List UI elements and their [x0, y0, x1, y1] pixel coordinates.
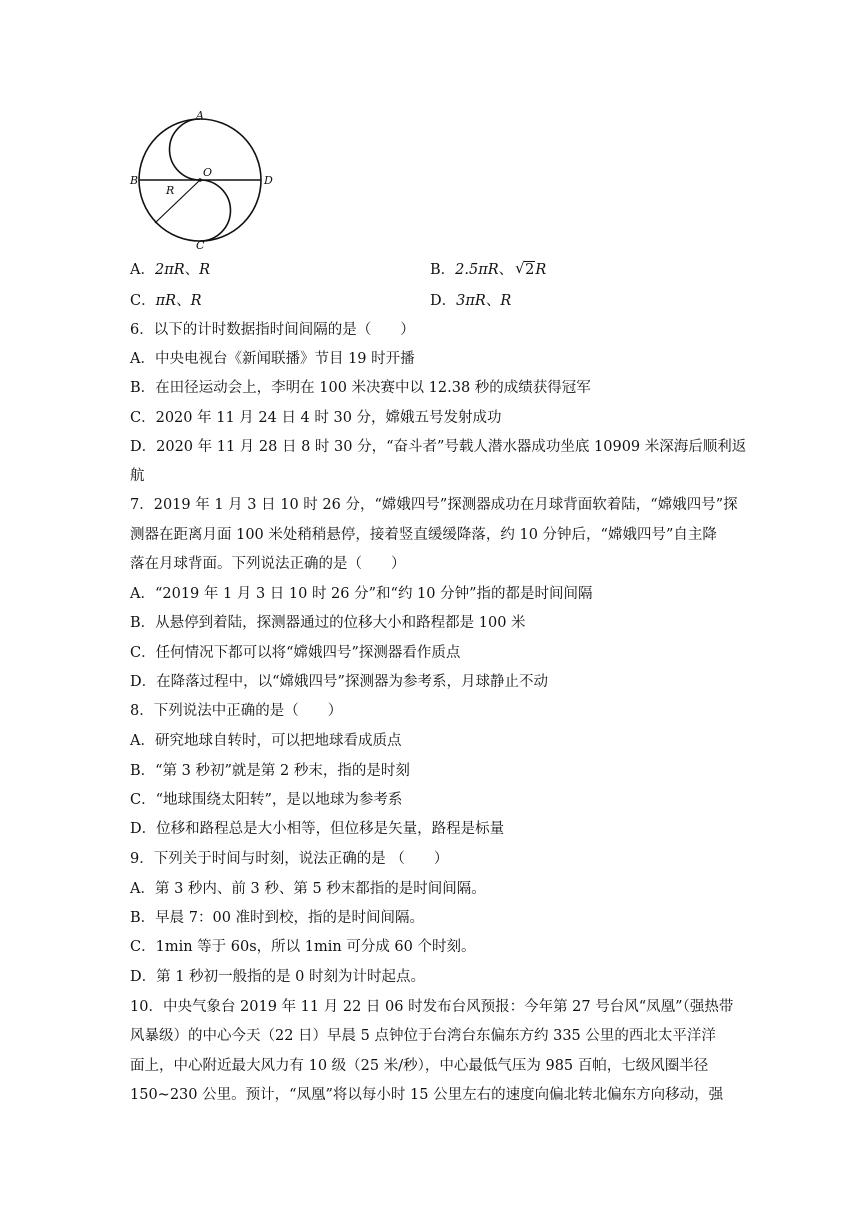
q8-option-d: D．位移和路程总是大小相等，但位移是矢量，路程是标量	[130, 821, 505, 837]
label-d: D	[264, 174, 273, 187]
q9-stem: 9．下列关于时间与时刻，说法正确的是 （ ）	[130, 851, 449, 867]
lower-semicircle	[200, 180, 230, 241]
q7-option-c: C．任何情况下都可以将“嫦娥四号”探测器看作质点	[130, 645, 461, 661]
displacement: R	[500, 293, 512, 309]
label-c: C	[196, 239, 205, 250]
distance: 2.5πR	[455, 262, 499, 278]
option-letter: D．	[430, 293, 457, 309]
q7-stem-3: 落在月球背面。下列说法正确的是（ ）	[130, 556, 406, 572]
q6-option-c: C．2020 年 11 月 24 日 4 时 30 分，嫦娥五号发射成功	[130, 410, 502, 426]
q10-stem-4: 150~230 公里。预计，“凤凰”将以每小时 15 公里左右的速度向偏北转北偏东方向移动，强	[130, 1087, 724, 1103]
label-r: R	[166, 184, 175, 197]
q7-stem-2: 测器在距离月面 100 米处稍稍悬停，接着竖直缓缓降落，约 10 分钟后，“嫦娥四号”自主降	[130, 527, 717, 543]
displacement: R	[190, 293, 202, 309]
q9-option-d: D．第 1 秒初一般指的是 0 时刻为计时起点。	[130, 969, 426, 985]
q8-stem: 8．下列说法中正确的是（ ）	[130, 703, 343, 719]
upper-semicircle	[170, 119, 200, 180]
distance: 3πR	[456, 293, 486, 309]
q6-option-d: D．2020 年 11 月 28 日 8 时 30 分，“奋斗者”号载人潜水器成功坐底 10909 米深海后顺利返	[130, 439, 747, 455]
q5-option-c	[130, 291, 201, 311]
distance: πR	[155, 293, 177, 309]
separator: 、	[184, 262, 200, 278]
q8-option-a: A．研究地球自转时，可以把地球看成质点	[130, 733, 402, 749]
q6-option-d-cont: 航	[130, 468, 145, 484]
radicand: 2	[525, 262, 535, 278]
radius-line	[155, 180, 200, 223]
q10-stem-2: 风暴级）的中心今天（22 日）早晨 5 点钟位于台湾台东偏东方约 335 公里的西北太平洋洋	[130, 1028, 716, 1044]
q9-option-c: C．1min 等于 60s，所以 1min 可分成 60 个时刻。	[130, 939, 476, 955]
q7-option-d: D．在降落过程中，以“嫦娥四号”探测器为参考系，月球静止不动	[130, 674, 548, 690]
q6-option-b: B．在田径运动会上，李明在 100 米决赛中以 12.38 秒的成绩获得冠军	[130, 380, 591, 396]
q10-stem-3: 面上，中心附近最大风力有 10 级（25 米/秒），中心最低气压为 985 百帕，七级风圈半径	[130, 1058, 709, 1074]
q10-stem-1: 10．中央气象台 2019 年 11 月 22 日 06 时发布台风预报：今年第 27 号台风“凤凰”（强热带	[130, 999, 734, 1015]
q9-option-b: B．早晨 7：00 准时到校，指的是时间间隔。	[130, 910, 425, 926]
q7-option-a: A．“2019 年 1 月 3 日 10 时 26 分”和“约 10 分钟”指的都是时间间隔	[130, 586, 593, 602]
displacement: R	[199, 262, 211, 278]
option-letter: A．	[130, 262, 155, 278]
distance: 2πR	[154, 262, 185, 278]
label-a: A	[196, 110, 204, 122]
q5-option-b	[430, 260, 546, 280]
option-letter: B．	[430, 262, 456, 278]
displacement: R	[535, 262, 547, 278]
q5-option-a	[130, 260, 210, 280]
q6-option-a: A．中央电视台《新闻联播》节目 19 时开播	[130, 351, 415, 367]
separator: 、	[498, 262, 514, 278]
q7-stem-1: 7．2019 年 1 月 3 日 10 时 26 分，“嫦娥四号”探测器成功在月球背面软着陆，“嫦娥四号”探	[130, 497, 738, 513]
circle-diagram	[128, 110, 278, 250]
q8-option-b: B．“第 3 秒初”就是第 2 秒末，指的是时刻	[130, 763, 410, 779]
center-point	[198, 178, 202, 182]
q6-stem: 6．以下的计时数据指时间间隔的是（ ）	[130, 322, 415, 338]
label-o: O	[203, 166, 213, 179]
separator: 、	[176, 293, 191, 309]
sqrt-symbol	[515, 260, 535, 280]
label-b: B	[130, 174, 139, 187]
q5-option-d	[430, 291, 511, 311]
q7-option-b: B．从悬停到着陆，探测器通过的位移大小和路程都是 100 米	[130, 615, 526, 631]
option-letter: C．	[130, 293, 156, 309]
q9-option-a: A．第 3 秒内、前 3 秒、第 5 秒末都指的是时间间隔。	[130, 881, 486, 897]
separator: 、	[485, 293, 501, 309]
circle-path-figure	[128, 110, 278, 250]
q8-option-c: C．“地球围绕太阳转”，是以地球为参考系	[130, 792, 403, 808]
